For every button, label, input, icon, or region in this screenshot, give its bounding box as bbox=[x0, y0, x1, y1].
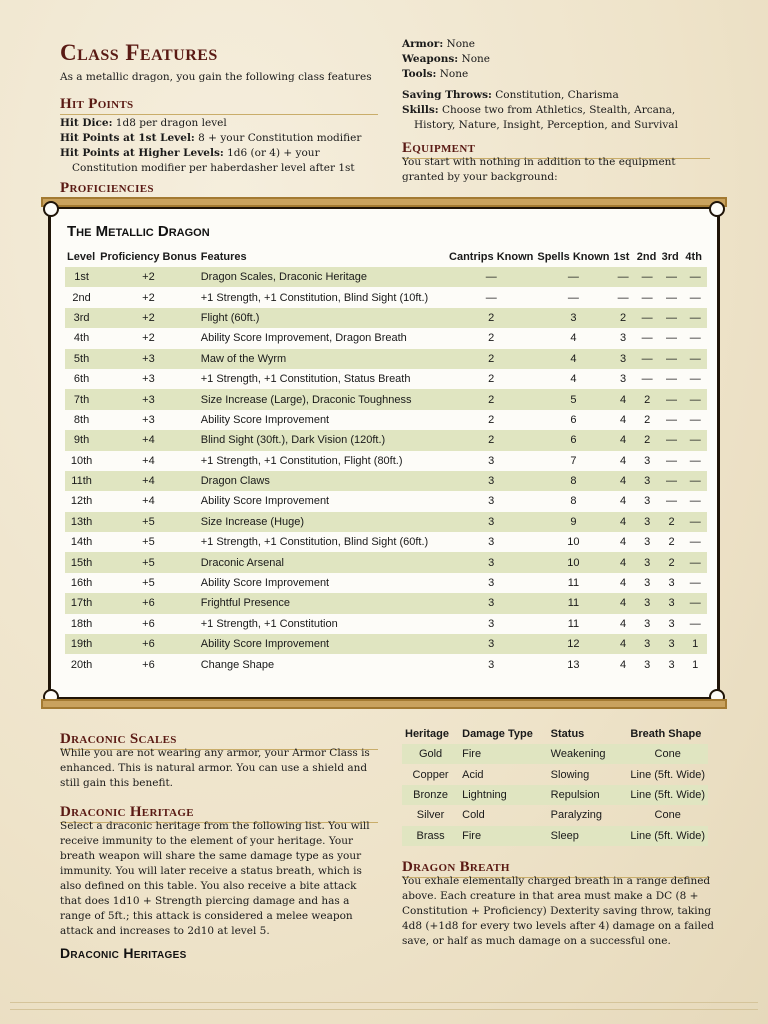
heritage-cell-breath: Line (5ft. Wide) bbox=[630, 768, 705, 781]
row-slot-3rd: 3 bbox=[660, 593, 684, 613]
row-spells: 10 bbox=[567, 536, 580, 549]
frame-corner-ornament bbox=[709, 689, 725, 705]
row-features: Flight (60ft.) bbox=[199, 308, 447, 328]
row-slot-4th: — bbox=[689, 617, 701, 630]
row-slot-3rd: — bbox=[660, 349, 684, 369]
table-row bbox=[65, 349, 707, 369]
row-slot-1st: 4 bbox=[620, 658, 627, 671]
heritage-header-row bbox=[402, 724, 708, 744]
row-slot-1st: 4 bbox=[620, 454, 627, 467]
row-cantrips: 2 bbox=[447, 308, 535, 328]
row-slot-4th: — bbox=[689, 291, 701, 304]
row-proficiency: +3 bbox=[142, 413, 155, 426]
row-proficiency: +2 bbox=[98, 308, 199, 328]
draconic-heritage-heading: Draconic Heritage bbox=[60, 804, 378, 823]
row-slot-3rd: — bbox=[666, 373, 678, 386]
row-features: Blind Sight (30ft.), Dark Vision (120ft.) bbox=[199, 430, 447, 450]
row-spells: 4 bbox=[570, 332, 577, 345]
row-features: Maw of the Wyrm bbox=[199, 349, 447, 369]
row-proficiency: +6 bbox=[98, 593, 199, 613]
row-slot-3rd: 2 bbox=[668, 536, 675, 549]
row-features: +1 Strength, +1 Constitution bbox=[200, 617, 338, 630]
heritage-header-heritage: Heritage bbox=[405, 728, 450, 740]
row-level: 9th bbox=[65, 430, 98, 450]
heritage-cell-damage: Fire bbox=[459, 744, 548, 764]
row-cantrips: 2 bbox=[488, 373, 495, 386]
row-slot-3rd: — bbox=[666, 495, 678, 508]
row-proficiency: +6 bbox=[142, 617, 155, 630]
table-row bbox=[65, 593, 707, 613]
row-slot-2nd: 3 bbox=[635, 471, 660, 491]
row-slot-2nd: — bbox=[641, 373, 653, 386]
row-proficiency: +5 bbox=[142, 577, 155, 590]
row-slot-4th: 1 bbox=[683, 634, 707, 654]
row-proficiency: +5 bbox=[142, 536, 155, 549]
class-table-frame bbox=[48, 206, 720, 700]
row-features: Ability Score Improvement bbox=[200, 495, 330, 508]
row-features: +1 Strength, +1 Constitution, Status Breath bbox=[200, 373, 411, 386]
row-cantrips: 3 bbox=[447, 512, 535, 532]
row-spells: 11 bbox=[535, 593, 611, 613]
row-slot-1st: 4 bbox=[611, 512, 634, 532]
row-slot-4th: — bbox=[689, 332, 701, 345]
heritage-cell-breath: Cone bbox=[654, 809, 681, 822]
row-slot-3rd: — bbox=[666, 454, 678, 467]
table-row bbox=[65, 308, 707, 328]
row-spells: 12 bbox=[535, 634, 611, 654]
row-spells: 7 bbox=[570, 454, 577, 467]
heritage-header-breath: Breath Shape bbox=[630, 728, 702, 740]
row-slot-2nd: 3 bbox=[635, 552, 660, 572]
heritage-cell-breath: Line (5ft. Wide) bbox=[627, 826, 708, 846]
table-row bbox=[402, 826, 708, 846]
row-slot-2nd: 2 bbox=[644, 413, 651, 426]
class-progression-table bbox=[65, 247, 707, 675]
row-level: 7th bbox=[65, 389, 98, 409]
row-proficiency: +4 bbox=[98, 430, 199, 450]
heritage-cell-breath: Cone bbox=[627, 744, 708, 764]
heritage-cell-name: Bronze bbox=[402, 785, 459, 805]
row-level: 14th bbox=[70, 536, 93, 549]
row-spells: 6 bbox=[535, 430, 611, 450]
heritage-header-damage: Damage Type bbox=[462, 728, 533, 740]
row-features: Ability Score Improvement bbox=[199, 634, 447, 654]
page-title: Class Features bbox=[60, 40, 218, 65]
row-level: 10th bbox=[70, 454, 93, 467]
heritage-cell-breath: Line (5ft. Wide) bbox=[627, 785, 708, 805]
row-slot-1st: 2 bbox=[611, 308, 634, 328]
row-proficiency: +6 bbox=[142, 658, 155, 671]
row-slot-2nd: — bbox=[641, 332, 653, 345]
row-level: 18th bbox=[70, 617, 93, 630]
row-features: +1 Strength, +1 Constitution, Flight (80ft.) bbox=[200, 454, 403, 467]
row-slot-3rd: — bbox=[666, 332, 678, 345]
dragon-breath-heading: Dragon Breath bbox=[402, 859, 710, 878]
draconic-scales-text: While you are not wearing any armor, your Armor Class is enhanced. This is natural armor. You can use a shield and still gain this benefit. bbox=[60, 747, 370, 789]
row-cantrips: — bbox=[447, 267, 535, 287]
row-level: 15th bbox=[65, 552, 98, 572]
table-row bbox=[402, 764, 708, 784]
row-slot-3rd: — bbox=[666, 291, 678, 304]
row-features: +1 Strength, +1 Constitution, Blind Sight (10ft.) bbox=[200, 291, 429, 304]
row-slot-1st: 3 bbox=[620, 373, 627, 386]
row-proficiency: +3 bbox=[98, 349, 199, 369]
row-cantrips: 2 bbox=[447, 389, 535, 409]
table-row bbox=[65, 634, 707, 654]
table-row bbox=[65, 654, 707, 674]
heritage-cell-name: Silver bbox=[416, 809, 445, 822]
row-spells: — bbox=[567, 291, 579, 304]
row-slot-1st: 4 bbox=[611, 634, 634, 654]
row-features: Draconic Arsenal bbox=[199, 552, 447, 572]
row-slot-3rd: — bbox=[660, 267, 684, 287]
header-slot-2nd: 2nd bbox=[636, 251, 657, 263]
row-slot-4th: — bbox=[689, 536, 701, 549]
frame-corner-ornament bbox=[43, 201, 59, 217]
row-slot-1st: — bbox=[611, 267, 634, 287]
row-slot-3rd: 3 bbox=[668, 577, 675, 590]
row-spells: 13 bbox=[567, 658, 580, 671]
row-slot-1st: 4 bbox=[611, 471, 634, 491]
page-footer-ornament bbox=[10, 1002, 758, 1010]
row-proficiency: +5 bbox=[98, 552, 199, 572]
row-slot-2nd: 3 bbox=[644, 577, 651, 590]
heritage-header-status: Status bbox=[550, 728, 585, 740]
saving-throws-line: Saving Throws: Constitution, Charisma bbox=[402, 89, 619, 101]
weapons-line: Weapons: None bbox=[402, 53, 491, 65]
hit-points-block bbox=[60, 116, 378, 176]
row-slot-2nd: — bbox=[635, 349, 660, 369]
row-slot-3rd: 3 bbox=[668, 658, 675, 671]
row-proficiency: +6 bbox=[98, 634, 199, 654]
hp-first-level-line: Hit Points at 1st Level: 8 + your Constitution modifier bbox=[60, 132, 362, 144]
row-slot-4th: — bbox=[689, 413, 701, 426]
row-slot-4th: — bbox=[683, 552, 707, 572]
row-spells: 11 bbox=[567, 577, 580, 590]
skills-line: Skills: Choose two from Athletics, Stealth, Arcana, History, Nature, Insight, Perception, and Survival bbox=[402, 104, 678, 131]
heritage-table bbox=[402, 724, 708, 846]
header-proficiency: Proficiency Bonus bbox=[100, 251, 197, 263]
row-slot-1st: 4 bbox=[620, 536, 627, 549]
table-row bbox=[65, 573, 707, 593]
row-proficiency: +3 bbox=[98, 389, 199, 409]
table-row bbox=[65, 267, 707, 287]
table-row bbox=[65, 512, 707, 532]
table-row bbox=[65, 451, 707, 471]
row-slot-2nd: — bbox=[635, 267, 660, 287]
proficiency-list bbox=[402, 37, 712, 133]
row-slot-4th: — bbox=[683, 349, 707, 369]
row-slot-4th: — bbox=[689, 373, 701, 386]
row-spells: 11 bbox=[567, 617, 580, 630]
row-features: +1 Strength, +1 Constitution, Blind Sight (60ft.) bbox=[200, 536, 429, 549]
table-row bbox=[402, 805, 708, 825]
row-features: Size Increase (Large), Draconic Toughness bbox=[199, 389, 447, 409]
frame-corner-ornament bbox=[43, 689, 59, 705]
row-slot-4th: — bbox=[683, 430, 707, 450]
row-level: 2nd bbox=[72, 291, 91, 304]
heritage-cell-status: Weakening bbox=[548, 744, 628, 764]
row-slot-2nd: 3 bbox=[635, 593, 660, 613]
table-row bbox=[65, 389, 707, 409]
row-cantrips: 3 bbox=[488, 536, 495, 549]
row-slot-2nd: 3 bbox=[644, 658, 651, 671]
row-spells: 10 bbox=[535, 552, 611, 572]
row-level: 16th bbox=[70, 577, 93, 590]
row-level: 6th bbox=[73, 373, 90, 386]
row-slot-2nd: 2 bbox=[635, 430, 660, 450]
table-row bbox=[65, 532, 707, 552]
row-cantrips: 3 bbox=[447, 593, 535, 613]
row-features: Change Shape bbox=[200, 658, 275, 671]
row-spells: 3 bbox=[535, 308, 611, 328]
row-slot-4th: — bbox=[689, 577, 701, 590]
row-cantrips: 3 bbox=[488, 454, 495, 467]
row-slot-1st: 4 bbox=[611, 389, 634, 409]
row-features: Frightful Presence bbox=[199, 593, 447, 613]
heritage-cell-damage: Fire bbox=[459, 826, 548, 846]
row-cantrips: 3 bbox=[488, 495, 495, 508]
table-row bbox=[65, 287, 707, 307]
header-features: Features bbox=[200, 251, 247, 263]
row-level: 19th bbox=[65, 634, 98, 654]
row-cantrips: 2 bbox=[447, 430, 535, 450]
draconic-heritages-heading: Draconic Heritages bbox=[60, 945, 187, 961]
row-slot-3rd: 3 bbox=[668, 617, 675, 630]
table-row bbox=[65, 614, 707, 634]
table-row bbox=[402, 744, 708, 764]
row-cantrips: 3 bbox=[488, 658, 495, 671]
heritage-cell-damage: Lightning bbox=[459, 785, 548, 805]
row-features: Dragon Scales, Draconic Heritage bbox=[199, 267, 447, 287]
heritage-cell-status: Slowing bbox=[550, 768, 590, 781]
heritage-cell-damage: Cold bbox=[462, 809, 485, 822]
row-slot-1st: 4 bbox=[611, 593, 634, 613]
row-slot-2nd: — bbox=[635, 308, 660, 328]
table-row bbox=[402, 785, 708, 805]
row-slot-3rd: 2 bbox=[660, 552, 684, 572]
row-slot-2nd: 2 bbox=[635, 389, 660, 409]
row-features: Ability Score Improvement, Dragon Breath bbox=[200, 332, 407, 345]
heritage-cell-status: Sleep bbox=[548, 826, 628, 846]
heritage-cell-status: Repulsion bbox=[548, 785, 628, 805]
draconic-heritage-text: Select a draconic heritage from the following list. You will receive immunity to the element of your heritage. Your breath weapon will share the same damage type as your immunity. You will later receive a status breath, which is also defined on this table. You also receive a bite attack that does 1d10 + Strength piercing damage and has a range of 5ft.; this attack is considered a melee weapon attack and increases to 2d10 at level 5. bbox=[60, 820, 370, 937]
row-slot-2nd: 3 bbox=[635, 512, 660, 532]
armor-line: Armor: None bbox=[402, 38, 476, 50]
row-slot-3rd: 3 bbox=[660, 634, 684, 654]
hit-dice-line: Hit Dice: 1d8 per dragon level bbox=[60, 117, 227, 129]
row-level: 20th bbox=[70, 658, 93, 671]
row-slot-2nd: — bbox=[641, 291, 653, 304]
header-slot-4th: 4th bbox=[685, 251, 702, 263]
row-level: 5th bbox=[65, 349, 98, 369]
row-spells: 4 bbox=[570, 373, 577, 386]
row-proficiency: +4 bbox=[142, 495, 155, 508]
table-row bbox=[65, 328, 707, 348]
row-cantrips: 3 bbox=[447, 634, 535, 654]
row-slot-4th: — bbox=[683, 308, 707, 328]
table-row bbox=[65, 369, 707, 389]
row-level: 12th bbox=[70, 495, 93, 508]
row-proficiency: +3 bbox=[142, 373, 155, 386]
hp-higher-levels-line: Hit Points at Higher Levels: 1d6 (or 4) + your Constitution modifier per haberdasher level after 1st bbox=[60, 147, 355, 174]
row-slot-2nd: 3 bbox=[635, 634, 660, 654]
row-cantrips: 3 bbox=[447, 552, 535, 572]
row-spells: 8 bbox=[535, 471, 611, 491]
row-cantrips: 2 bbox=[488, 332, 495, 345]
row-level: 8th bbox=[73, 413, 90, 426]
table-header-row bbox=[65, 247, 707, 267]
row-slot-1st: 3 bbox=[620, 332, 627, 345]
heritage-cell-name: Copper bbox=[412, 768, 449, 781]
row-slot-3rd: — bbox=[660, 430, 684, 450]
header-level: Level bbox=[67, 251, 96, 263]
row-slot-1st: 4 bbox=[620, 413, 627, 426]
header-spells: Spells Known bbox=[537, 251, 610, 263]
row-slot-4th: — bbox=[683, 471, 707, 491]
row-slot-2nd: 3 bbox=[644, 536, 651, 549]
row-slot-3rd: — bbox=[666, 413, 678, 426]
row-spells: 5 bbox=[535, 389, 611, 409]
row-level: 3rd bbox=[65, 308, 98, 328]
row-cantrips: — bbox=[485, 291, 497, 304]
proficiencies-heading: Proficiencies bbox=[60, 180, 378, 199]
table-row bbox=[65, 552, 707, 572]
row-cantrips: 3 bbox=[488, 577, 495, 590]
row-slot-1st: 4 bbox=[611, 552, 634, 572]
tools-line: Tools: None bbox=[402, 68, 469, 80]
heritage-cell-damage: Acid bbox=[462, 768, 484, 781]
heritage-cell-name: Brass bbox=[402, 826, 459, 846]
row-level: 11th bbox=[65, 471, 98, 491]
heritage-cell-name: Gold bbox=[402, 744, 459, 764]
row-features: Ability Score Improvement bbox=[200, 577, 330, 590]
header-slot-1st: 1st bbox=[613, 251, 630, 263]
row-spells: 4 bbox=[535, 349, 611, 369]
row-proficiency: +2 bbox=[142, 332, 155, 345]
row-features: Ability Score Improvement bbox=[200, 413, 330, 426]
header-slot-3rd: 3rd bbox=[661, 251, 679, 263]
row-slot-1st: 4 bbox=[620, 577, 627, 590]
row-slot-3rd: — bbox=[660, 308, 684, 328]
row-slot-2nd: 3 bbox=[644, 617, 651, 630]
equipment-heading: Equipment bbox=[402, 140, 710, 159]
row-level: 1st bbox=[65, 267, 98, 287]
row-slot-1st: — bbox=[617, 291, 629, 304]
row-spells: — bbox=[535, 267, 611, 287]
row-slot-4th: — bbox=[683, 512, 707, 532]
row-slot-4th: — bbox=[683, 267, 707, 287]
class-intro: As a metallic dragon, you gain the following class features bbox=[60, 71, 372, 83]
row-slot-1st: 4 bbox=[620, 617, 627, 630]
row-level: 4th bbox=[73, 332, 90, 345]
row-slot-3rd: — bbox=[660, 389, 684, 409]
row-cantrips: 2 bbox=[488, 413, 495, 426]
frame-corner-ornament bbox=[709, 201, 725, 217]
row-slot-4th: — bbox=[689, 495, 701, 508]
row-proficiency: +5 bbox=[98, 512, 199, 532]
row-slot-1st: 3 bbox=[611, 349, 634, 369]
row-cantrips: 3 bbox=[447, 471, 535, 491]
row-spells: 9 bbox=[535, 512, 611, 532]
draconic-scales-heading: Draconic Scales bbox=[60, 731, 378, 750]
row-proficiency: +4 bbox=[142, 454, 155, 467]
row-proficiency: +2 bbox=[98, 267, 199, 287]
heritage-cell-status: Paralyzing bbox=[550, 809, 603, 822]
row-level: 17th bbox=[65, 593, 98, 613]
row-slot-4th: 1 bbox=[692, 658, 699, 671]
equipment-text: You start with nothing in addition to the equipment granted by your background: bbox=[402, 156, 676, 183]
row-proficiency: +4 bbox=[98, 471, 199, 491]
row-level: 13th bbox=[65, 512, 98, 532]
row-cantrips: 2 bbox=[447, 349, 535, 369]
row-slot-1st: 4 bbox=[611, 430, 634, 450]
row-spells: 6 bbox=[570, 413, 577, 426]
table-row bbox=[65, 491, 707, 511]
row-slot-4th: — bbox=[689, 454, 701, 467]
row-slot-3rd: 2 bbox=[660, 512, 684, 532]
table-row bbox=[65, 430, 707, 450]
row-cantrips: 3 bbox=[488, 617, 495, 630]
class-table-title: The Metallic Dragon bbox=[67, 223, 210, 240]
table-row bbox=[65, 471, 707, 491]
row-slot-2nd: 3 bbox=[644, 495, 651, 508]
row-slot-3rd: — bbox=[660, 471, 684, 491]
row-slot-2nd: 3 bbox=[644, 454, 651, 467]
row-slot-4th: — bbox=[683, 389, 707, 409]
row-proficiency: +2 bbox=[142, 291, 155, 304]
header-cantrips: Cantrips Known bbox=[449, 251, 534, 263]
row-slot-4th: — bbox=[683, 593, 707, 613]
row-features: Dragon Claws bbox=[199, 471, 447, 491]
dragon-breath-text: You exhale elementally charged breath in a range defined above. Each creature in that area must make a DC (8 + Constitution + Proficiency) Dexterity saving throw, taking 4d8 (+1d8 for every two levels after 4) damage on a failed save, or half as much damage on a successful one. bbox=[402, 875, 714, 947]
row-spells: 8 bbox=[570, 495, 577, 508]
hit-points-heading: Hit Points bbox=[60, 96, 378, 115]
table-row bbox=[65, 410, 707, 430]
row-slot-1st: 4 bbox=[620, 495, 627, 508]
row-features: Size Increase (Huge) bbox=[199, 512, 447, 532]
